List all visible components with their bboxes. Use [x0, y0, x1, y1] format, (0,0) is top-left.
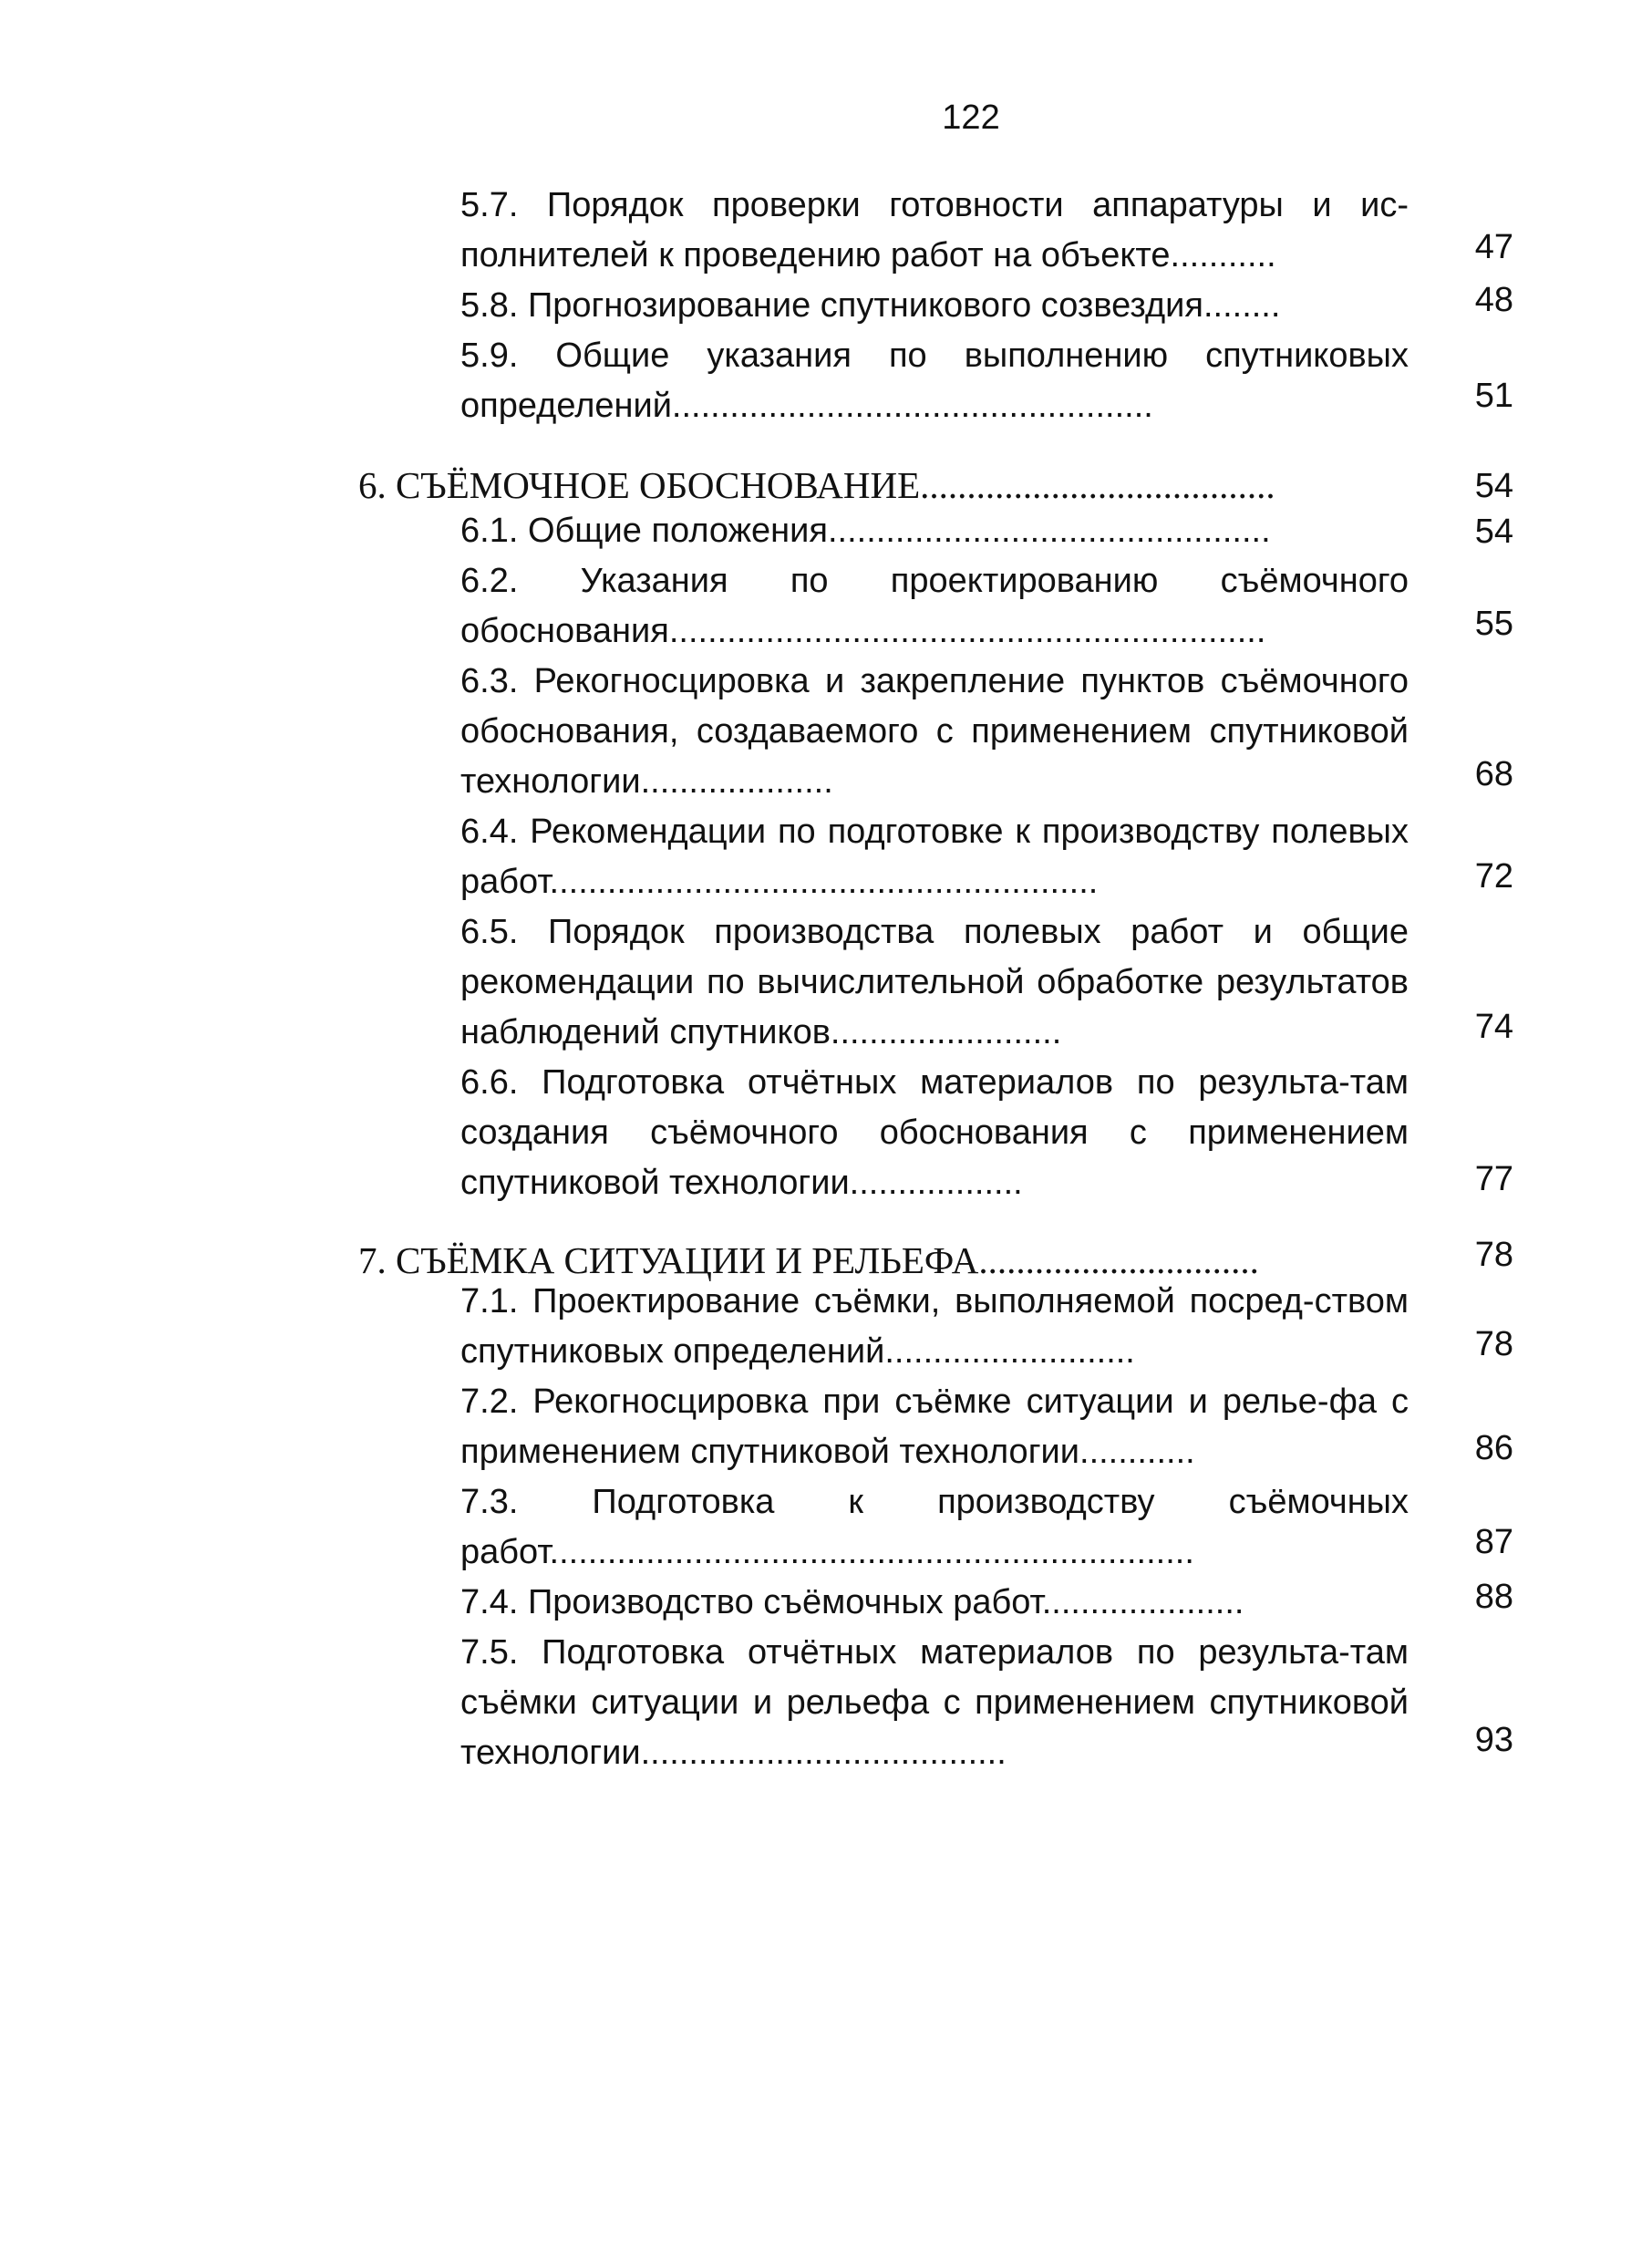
- toc-entry: [460, 506, 1409, 556]
- toc-entry: [460, 1058, 1409, 1208]
- toc-entry: [460, 1277, 1409, 1377]
- toc-entry-page: 54: [1474, 467, 1513, 505]
- toc-entry-title: 7.1. Проектирование съёмки, выполняемой посред-ством спутниковых определений..........................: [460, 1282, 1409, 1371]
- toc-entry-title: 6.6. Подготовка отчётных материалов по результа-там создания съёмочного обоснования с применением спутниковой технологии..................: [460, 1063, 1409, 1202]
- toc-entry: [460, 907, 1409, 1058]
- toc-entry: [460, 1628, 1409, 1778]
- toc-entry-title: 6.5. Порядок производства полевых работ и общие рекомендации по вычислительной обработке результатов наблюдений спутников........................: [460, 913, 1409, 1051]
- toc-entry-page: 72: [1474, 857, 1513, 896]
- toc-entry-page: 68: [1474, 755, 1513, 793]
- toc-entry-page: 88: [1474, 1578, 1513, 1616]
- toc-entry-title: 7.4. Производство съёмочных работ.....................: [460, 1583, 1244, 1621]
- toc-entry: [460, 331, 1409, 431]
- toc-entry-title: 7.2. Рекогносцировка при съёмке ситуации и релье-фа с применением спутниковой технологии............: [460, 1383, 1409, 1471]
- toc-entry: [460, 1377, 1409, 1477]
- toc-chapter-title: 6. СЪЁМОЧНОЕ ОБОСНОВАНИЕ......................................: [358, 464, 1275, 506]
- toc-entry-title: 5.8. Прогнозирование спутникового созвездия........: [460, 286, 1281, 325]
- toc-entry-title: 6.3. Рекогносцировка и закрепление пунктов съёмочного обоснования, создаваемого с применением спутниковой технологии....................: [460, 662, 1409, 801]
- toc-entry-title: 6.4. Рекомендации по подготовке к производству полевых работ.........................................................: [460, 813, 1409, 901]
- toc-entry-page: 48: [1474, 281, 1513, 319]
- toc-entry-title: 6.1. Общие положения..............................................: [460, 512, 1271, 550]
- toc-entry: [460, 1578, 1409, 1628]
- toc-entry: [460, 181, 1409, 281]
- toc-entry-page: 93: [1474, 1721, 1513, 1759]
- toc-entry-page: 78: [1474, 1236, 1513, 1274]
- toc-entry: [460, 556, 1409, 657]
- toc-entry-page: 86: [1474, 1429, 1513, 1467]
- toc-entry-page: 55: [1474, 605, 1513, 643]
- toc-entry-page: 54: [1474, 513, 1513, 551]
- toc-entry: [460, 1477, 1409, 1578]
- toc-entry-page: 78: [1474, 1325, 1513, 1363]
- toc-entry-page: 51: [1474, 377, 1513, 415]
- page-number: 122: [942, 98, 1000, 137]
- toc-entry: [460, 281, 1409, 331]
- toc-chapter: [358, 461, 1409, 511]
- toc-entry-page: 74: [1474, 1008, 1513, 1046]
- toc-entry-title: 7.5. Подготовка отчётных материалов по результа-там съёмки ситуации и рельефа с применением спутниковой технологии......................................: [460, 1633, 1409, 1772]
- toc-entry-page: 77: [1474, 1160, 1513, 1198]
- toc-chapter-title: 7. СЪЁМКА СИТУАЦИИ И РЕЛЬЕФА..............................: [358, 1239, 1259, 1281]
- toc-entry-page: 87: [1474, 1523, 1513, 1561]
- toc-entry-title: 7.3. Подготовка к производству съёмочных работ...................................................................: [460, 1483, 1409, 1571]
- toc-entry: [460, 807, 1409, 907]
- toc-entry: [460, 657, 1409, 807]
- toc-entry-title: 5.7. Порядок проверки готовности аппаратуры и ис-полнителей к проведению работ на объекте...........: [460, 186, 1409, 274]
- toc-entry-page: 47: [1474, 228, 1513, 266]
- toc-entry-title: 5.9. Общие указания по выполнению спутниковых определений..................................................: [460, 337, 1409, 425]
- toc-entry-title: 6.2. Указания по проектированию съёмочного обоснования..............................................................: [460, 562, 1409, 650]
